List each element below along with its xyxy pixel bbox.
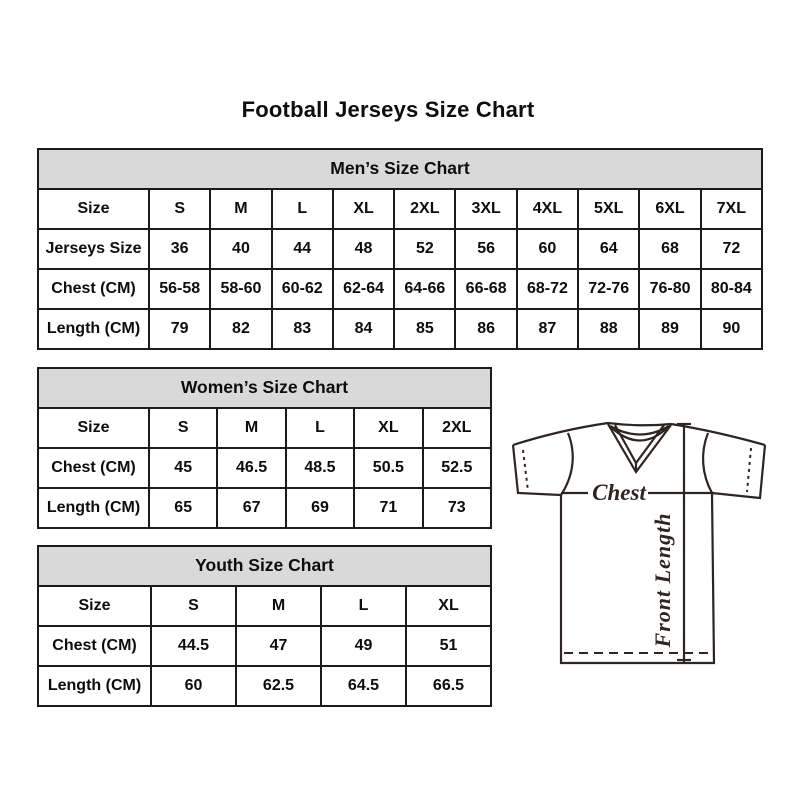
table-title-row <box>38 149 762 189</box>
table-row <box>38 488 491 528</box>
cell-value: 52 <box>394 229 455 269</box>
right-sleeve-stitch-dashes <box>747 448 751 492</box>
cell-value: 73 <box>423 488 491 528</box>
jersey-left-armhole-seam <box>561 433 573 495</box>
cell-value: 80-84 <box>701 269 762 309</box>
column-header: S <box>149 189 210 229</box>
cell-value: 86 <box>455 309 516 349</box>
womens-size-table <box>37 367 492 529</box>
column-header: M <box>236 586 321 626</box>
cell-value: 60-62 <box>272 269 333 309</box>
cell-value: 84 <box>333 309 394 349</box>
left-sleeve-stitch-dashes <box>523 450 528 491</box>
row-header: Chest (CM) <box>38 448 149 488</box>
mens-size-table <box>37 148 763 350</box>
table-row <box>38 448 491 488</box>
jersey-right-sleeve <box>712 445 765 498</box>
column-header: 2XL <box>394 189 455 229</box>
column-header: M <box>217 408 285 448</box>
row-header: Chest (CM) <box>38 626 151 666</box>
cell-value: 48.5 <box>286 448 354 488</box>
cell-value: 66-68 <box>455 269 516 309</box>
cell-value: 45 <box>149 448 217 488</box>
cell-value: 67 <box>217 488 285 528</box>
cell-value: 44 <box>272 229 333 269</box>
collar-top-line <box>608 423 671 425</box>
size-table <box>37 148 763 350</box>
column-header: 4XL <box>517 189 578 229</box>
column-header: S <box>149 408 217 448</box>
column-header-row <box>38 586 491 626</box>
table-row <box>38 666 491 706</box>
cell-value: 88 <box>578 309 639 349</box>
table-title-row <box>38 368 491 408</box>
cell-value: 87 <box>517 309 578 349</box>
cell-value: 72-76 <box>578 269 639 309</box>
cell-value: 51 <box>406 626 491 666</box>
size-table <box>37 367 492 529</box>
column-header: 5XL <box>578 189 639 229</box>
cell-value: 64-66 <box>394 269 455 309</box>
cell-value: 46.5 <box>217 448 285 488</box>
column-header: M <box>210 189 271 229</box>
cell-value: 56 <box>455 229 516 269</box>
column-header: 7XL <box>701 189 762 229</box>
table-row <box>38 269 762 309</box>
table-row <box>38 626 491 666</box>
column-header: Size <box>38 586 151 626</box>
column-header-row <box>38 408 491 448</box>
cell-value: 83 <box>272 309 333 349</box>
column-header: 2XL <box>423 408 491 448</box>
cell-value: 89 <box>639 309 700 349</box>
cell-value: 62-64 <box>333 269 394 309</box>
jersey-measurement-diagram <box>490 405 780 675</box>
front-length-label: Front Length <box>650 512 675 648</box>
cell-value: 68-72 <box>517 269 578 309</box>
row-header: Length (CM) <box>38 488 149 528</box>
cell-value: 60 <box>517 229 578 269</box>
table-row <box>38 309 762 349</box>
column-header: L <box>286 408 354 448</box>
row-header: Jerseys Size <box>38 229 149 269</box>
cell-value: 58-60 <box>210 269 271 309</box>
column-header: XL <box>406 586 491 626</box>
row-header: Length (CM) <box>38 666 151 706</box>
cell-value: 90 <box>701 309 762 349</box>
cell-value: 82 <box>210 309 271 349</box>
cell-value: 49 <box>321 626 406 666</box>
column-header: L <box>321 586 406 626</box>
row-header: Length (CM) <box>38 309 149 349</box>
cell-value: 62.5 <box>236 666 321 706</box>
cell-value: 64.5 <box>321 666 406 706</box>
column-header: Size <box>38 189 149 229</box>
column-header: L <box>272 189 333 229</box>
youth-size-table <box>37 545 492 707</box>
cell-value: 76-80 <box>639 269 700 309</box>
cell-value: 36 <box>149 229 210 269</box>
cell-value: 48 <box>333 229 394 269</box>
table-title: Men’s Size Chart <box>38 149 762 189</box>
column-header-row <box>38 189 762 229</box>
cell-value: 64 <box>578 229 639 269</box>
chest-label: Chest <box>592 480 646 505</box>
jersey-body <box>561 493 714 663</box>
cell-value: 85 <box>394 309 455 349</box>
cell-value: 60 <box>151 666 236 706</box>
cell-value: 50.5 <box>354 448 422 488</box>
cell-value: 40 <box>210 229 271 269</box>
cell-value: 66.5 <box>406 666 491 706</box>
page-title: Football Jerseys Size Chart <box>241 97 535 122</box>
size-table <box>37 545 492 707</box>
table-title: Women’s Size Chart <box>38 368 491 408</box>
column-header: XL <box>354 408 422 448</box>
cell-value: 56-58 <box>149 269 210 309</box>
jersey-left-sleeve <box>513 445 561 495</box>
column-header: S <box>151 586 236 626</box>
cell-value: 65 <box>149 488 217 528</box>
cell-value: 47 <box>236 626 321 666</box>
cell-value: 44.5 <box>151 626 236 666</box>
cell-value: 52.5 <box>423 448 491 488</box>
cell-value: 69 <box>286 488 354 528</box>
cell-value: 68 <box>639 229 700 269</box>
table-title-row <box>38 546 491 586</box>
column-header: 3XL <box>455 189 516 229</box>
column-header: XL <box>333 189 394 229</box>
table-row <box>38 229 762 269</box>
cell-value: 79 <box>149 309 210 349</box>
column-header: Size <box>38 408 149 448</box>
column-header: 6XL <box>639 189 700 229</box>
jersey-right-armhole-seam <box>703 433 712 493</box>
jersey-outline <box>513 423 608 445</box>
cell-value: 72 <box>701 229 762 269</box>
table-title: Youth Size Chart <box>38 546 491 586</box>
row-header: Chest (CM) <box>38 269 149 309</box>
cell-value: 71 <box>354 488 422 528</box>
